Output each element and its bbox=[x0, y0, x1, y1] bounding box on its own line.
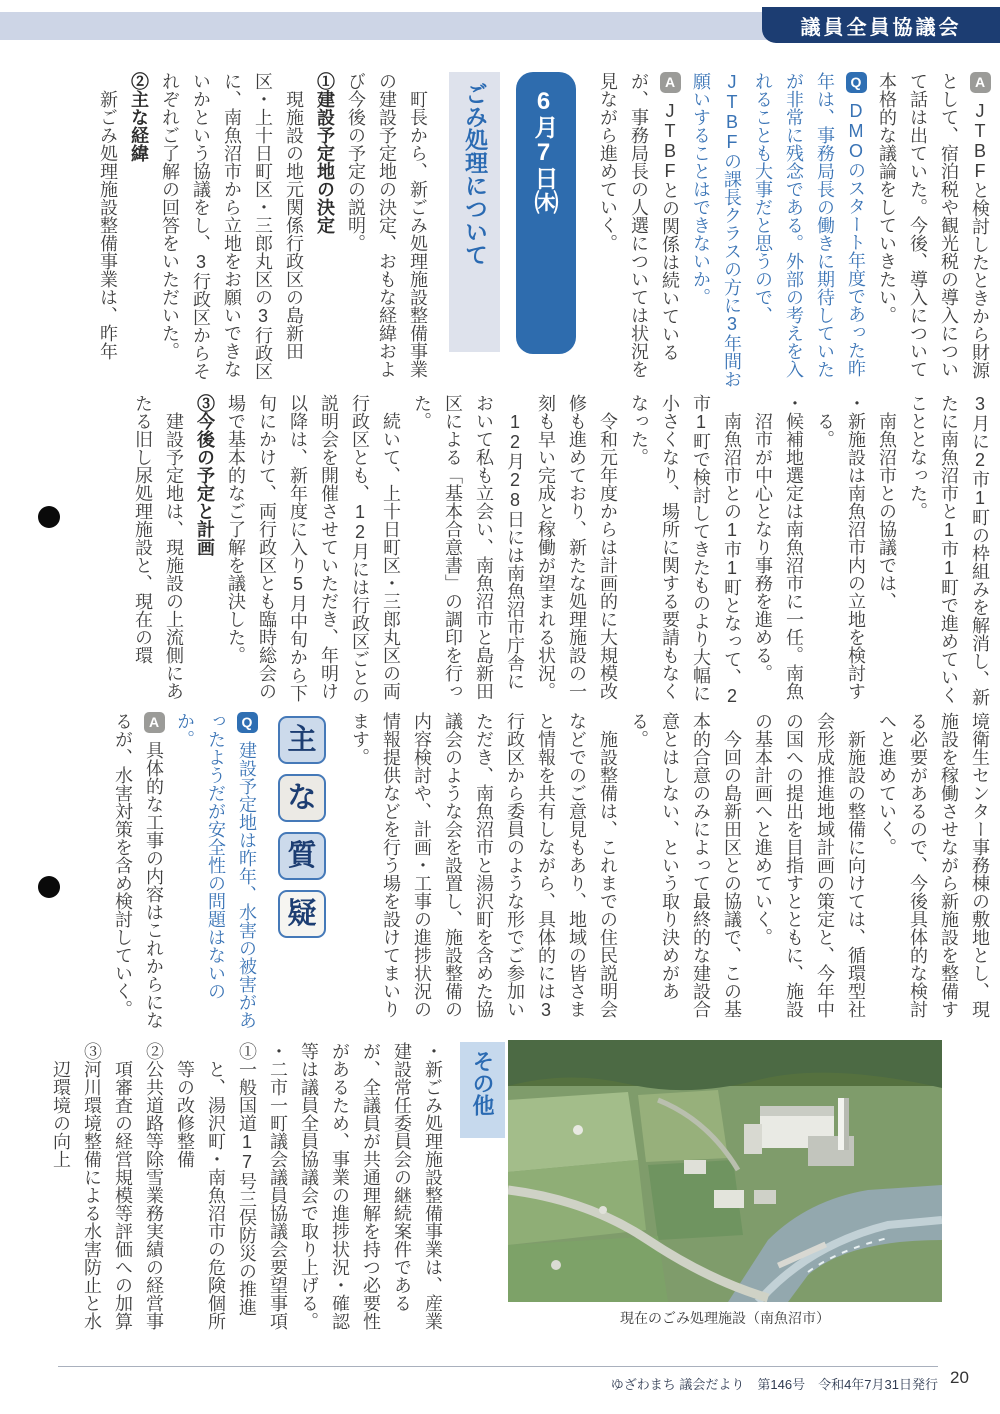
body-paragraph: 12月28日には南魚沼市庁舎において私も立会い、南魚沼市と島新田区による「基本合意書」の調印を行った。 bbox=[412, 394, 525, 700]
answer-paragraph bbox=[592, 72, 685, 388]
answer-paragraph bbox=[871, 72, 995, 388]
q-badge-icon: Q bbox=[846, 72, 867, 93]
band-2 bbox=[75, 394, 995, 706]
footer-page-number: 20 bbox=[950, 1368, 969, 1387]
band-3 bbox=[75, 712, 995, 1032]
date-badge: 6月7日㈭ bbox=[516, 72, 576, 354]
heading-char-box: 主 bbox=[278, 716, 326, 764]
body-paragraph: 今回の島新田区との協議で、この基本的合意のみによって最終的な建設合意とはしない、という取り決めがある。 bbox=[629, 712, 742, 1018]
answer-paragraph bbox=[107, 712, 169, 1032]
binding-mark-dot bbox=[38, 876, 60, 898]
bullet-item: ・二市一町議会議員協議会要望事項 bbox=[268, 1042, 288, 1330]
heading-char-box: な bbox=[278, 774, 326, 822]
body-paragraph: 南魚沼市との1市1町となって、2市1町で検討してきたものより大幅に小さくなり、場所に関する要請もなくなった。 bbox=[629, 394, 742, 706]
numbered-item: ②公共道路等除雪業務実績の経営事項審査の経営規模等評価への加算 bbox=[113, 1042, 164, 1330]
heading-char-box: 質 bbox=[278, 832, 326, 880]
question-text: 建設予定地は昨年、水害の被害があったようだが安全性の問題はないのか。 bbox=[175, 712, 257, 1029]
body-paragraph: 建設予定地は、現施設の上流側にあたる旧し尿処理施設と、現在の環 bbox=[133, 394, 184, 700]
body-paragraph: 町長から、新ごみ処理施設整備事業の建設予定地の決定、おもな経緯および今後の予定の説明。 bbox=[346, 72, 428, 378]
body-paragraph: 施設整備は、これまでの住民説明会などでのご意見もあり、地域の皆さまと情報を共有しながら、具体的には3行政区から委員のような形でご参加いただき、南魚沼市と湯沢町を含めた協議会のような会を設置し、施設整備の内容検討や、計画・工事の進捗状況の情報提供などを行う場を設けてまいります。 bbox=[350, 712, 618, 1020]
numbered-item: ③河川環境整備による水害防止と水辺環境の向上 bbox=[51, 1042, 102, 1330]
question-text: DMOのスタート年度であった昨年は、事務局長の働きに期待していたが非常に残念である。外部の考えを入れることも大事だと思うので、JTBFの課長クラスの方に3年間お願いすることはできないか。 bbox=[691, 72, 866, 388]
band-4 bbox=[51, 1042, 505, 1342]
question-paragraph bbox=[169, 712, 262, 1032]
body-paragraph: 新ごみ処理施設整備事業は、昨年 bbox=[98, 72, 118, 360]
bullet-item: ・新ごみ処理施設整備事業は、産業建設常任委員会の継続案件であるが、全議員が共通理解を持つ必要性があるため、事業の進捗状況・確認等は議員全員協議会で取り上げる。 bbox=[299, 1042, 443, 1330]
binding-mark-dot bbox=[38, 506, 60, 528]
body-paragraph: 南魚沼市との協議では、 bbox=[877, 394, 897, 610]
section-heading-3: ③今後の予定と計画 bbox=[195, 394, 215, 556]
body-paragraph: 3月に2市1町の枠組みを解消し、新たに南魚沼市と1市1町で進めていくこととなった。 bbox=[908, 394, 990, 706]
bullet-item: ・新施設は南魚沼市内の立地を検討する。 bbox=[815, 394, 866, 700]
body-paragraph: 境衛生センター事務棟の敷地とし、現施設を稼働させながら新施設を整備する必要があるので、今後具体的な検討へと進めていく。 bbox=[877, 712, 990, 1018]
body-paragraph: 令和元年度からは計画的に大規模改修も進めており、新たな処理施設の一刻も早い完成と稼働が望まれる状況。 bbox=[536, 394, 618, 700]
others-heading: その他 bbox=[460, 1042, 505, 1138]
facility-aerial-photo bbox=[508, 1040, 942, 1302]
band-1 bbox=[75, 72, 995, 388]
bullet-item: ・候補地選定は南魚沼市に一任。南魚沼市が中心となり事務を進める。 bbox=[753, 394, 804, 700]
numbered-item: ①一般国道17号三俣防災の推進と、湯沢町・南魚沼市の危険個所等の改修整備 bbox=[175, 1042, 257, 1330]
photo-caption: 現在のごみ処理施設（南魚沼市） bbox=[620, 1310, 830, 1326]
q-badge-icon: Q bbox=[237, 712, 258, 733]
a-badge-icon: A bbox=[660, 72, 681, 93]
a-badge-icon: A bbox=[144, 712, 165, 733]
topic-title: ごみ処理について bbox=[449, 72, 500, 352]
footer-issue-info: ゆざわまち 議会だより 第146号 令和4年7月31日発行 bbox=[58, 1366, 938, 1393]
answer-text: JTBFと検討したときから財源として、宿泊税や観光税の導入について話は出ていた。今後、導入について本格的な議論をしていきたい。 bbox=[877, 72, 990, 379]
a-badge-icon: A bbox=[970, 72, 991, 93]
answer-text: 具体的な工事の内容はこれからになるが、水害対策を含め検討していく。 bbox=[113, 712, 164, 1029]
body-paragraph: 続いて、上十日町区・三郎丸区の両行政区とも、12月には行政区ごとの説明会を開催させていただき、年明け以降は、新年度に入り5月中旬から下旬にかけて、両行政区とも臨時総会の場で基本的なご了解を議決した。 bbox=[226, 394, 401, 704]
section-heading-1: ①建設予定地の決定 bbox=[315, 72, 335, 234]
page-section-title: 議員全員協議会 bbox=[762, 7, 1000, 43]
main-questions-heading bbox=[278, 716, 328, 938]
section-heading-2: ②主な経緯 bbox=[129, 72, 149, 162]
body-paragraph: 現施設の地元関係行政区の島新田区・上十日町区・三郎丸区の3行政区に、南魚沼市から立地をお願いできないかという協議をし、3行政区からそれぞれご了解の回答をいただいた。 bbox=[160, 72, 304, 380]
body-paragraph: 新施設の整備に向けては、循環型社会形成推進地域計画の策定と、今年中の国への提出を目指すとともに、施設の基本計画へと進めていく。 bbox=[753, 712, 866, 1018]
heading-char-box: 疑 bbox=[278, 890, 326, 938]
answer-text: JTBFとの関係は続いているが、事務局長の人選については状況を見ながら進めていく。 bbox=[598, 72, 680, 378]
question-paragraph bbox=[685, 72, 871, 388]
